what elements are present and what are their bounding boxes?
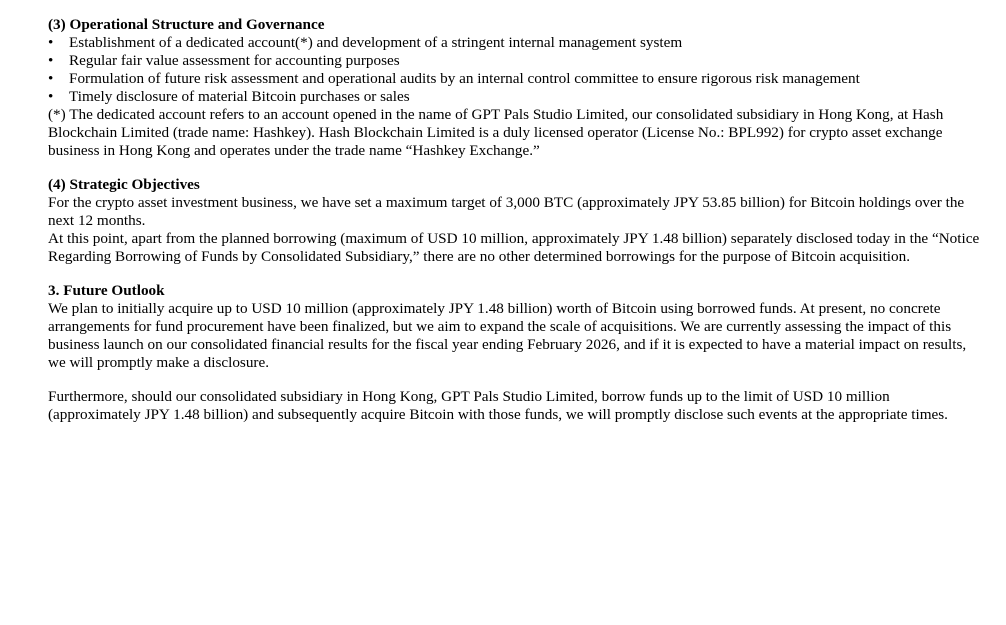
bullet-icon: • <box>48 70 54 87</box>
bullet-icon: • <box>48 34 54 51</box>
spacer <box>48 266 983 282</box>
paragraph-acquisition-plan: We plan to initially acquire up to USD 10 million (approximately JPY 1.48 billion) worth of Bitcoin using borrowed funds. At present, no concrete arrangements for fund procurement have been finalized, but we aim to expand the scale of acquisitions. We are currently assessing the impact of this business launch on our consolidated financial results for the fiscal year ending February 2026, and if it is expected to have a material impact on results, we will promptly make a disclosure. <box>48 300 967 371</box>
bullet-item <box>48 88 983 106</box>
bullet-item <box>48 52 983 70</box>
governance-bullet-list <box>48 34 983 106</box>
paragraph-target: For the crypto asset investment business, we have set a maximum target of 3,000 BTC (approximately JPY 53.85 billion) for Bitcoin holdings over the next 12 months. <box>48 194 965 229</box>
footnote-dedicated-account: (*) The dedicated account refers to an account opened in the name of GPT Pals Studio Limited, our consolidated subsidiary in Hong Kong, at Hash Blockchain Limited (trade name: Hashkey). Hash Blockchain Limited is a duly licensed operator (License No.: BPL992) for crypto asset exchange business in Hong Kong and operates under the trade name “Hashkey Exchange.” <box>48 106 944 159</box>
bullet-text: Timely disclosure of material Bitcoin purchases or sales <box>69 88 410 105</box>
document-page <box>48 16 983 424</box>
section-heading-future-outlook: 3. Future Outlook <box>48 282 165 299</box>
bullet-icon: • <box>48 88 54 105</box>
paragraph-disclosure: Furthermore, should our consolidated subsidiary in Hong Kong, GPT Pals Studio Limited, borrow funds up to the limit of USD 10 million (approximately JPY 1.48 billion) and subsequently acquire Bitcoin with those funds, we will promptly disclose such events at the appropriate times. <box>48 388 948 423</box>
spacer <box>48 160 983 176</box>
paragraph-borrowing: At this point, apart from the planned borrowing (maximum of USD 10 million, approximately JPY 1.48 billion) separately disclosed today in the “Notice Regarding Borrowing of Funds by Consolidated Subsidiary,” there are no other determined borrowings for the purpose of Bitcoin acquisition. <box>48 230 980 265</box>
bullet-text: Regular fair value assessment for accounting purposes <box>69 52 400 69</box>
bullet-item <box>48 34 983 52</box>
bullet-text: Establishment of a dedicated account(*) and development of a stringent internal management system <box>69 34 683 51</box>
bullet-item <box>48 70 983 88</box>
section-strategic-objectives <box>48 176 983 266</box>
bullet-icon: • <box>48 52 54 69</box>
section-future-outlook <box>48 282 983 424</box>
section-heading-operational-structure: (3) Operational Structure and Governance <box>48 16 325 33</box>
spacer <box>48 372 983 388</box>
bullet-text: Formulation of future risk assessment and operational audits by an internal control committee to ensure rigorous risk management <box>69 70 860 87</box>
section-operational-structure <box>48 16 983 160</box>
section-heading-strategic-objectives: (4) Strategic Objectives <box>48 176 200 193</box>
